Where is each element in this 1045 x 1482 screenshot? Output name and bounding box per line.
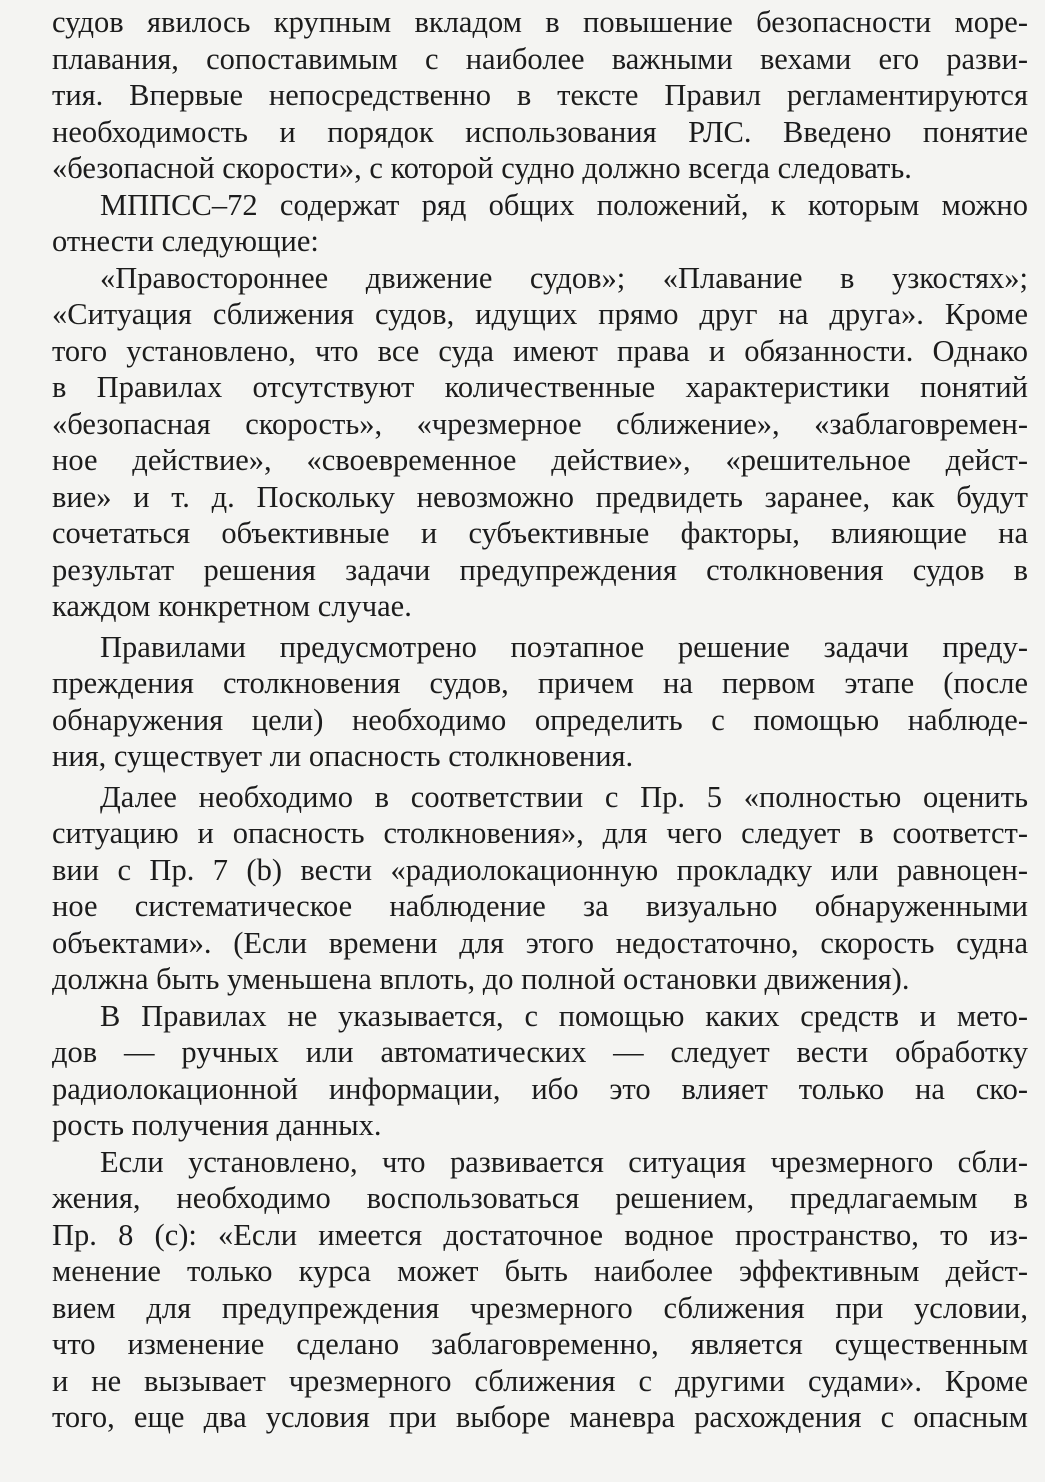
text-line: дов — ручных или автоматических — следует вести обработку	[52, 1035, 1028, 1069]
text-line: вие» и т. д. Поскольку невозможно предвидеть заранее, как будут	[52, 479, 1028, 514]
text-line: тия. Впервые непосредственно в тексте Правил регламентируются	[52, 78, 1028, 112]
text-line: вием для предупреждения чрезмерного сближения при условии,	[52, 1290, 1028, 1325]
text-line: должна быть уменьшена вплоть, до полной остановки движения).	[52, 962, 910, 996]
text-line: Пр. 8 (с): «Если имеется достаточное водное пространство, то из-	[52, 1217, 1028, 1252]
text-line: ное действие», «своевременное действие», «решительное дейст-	[52, 443, 1028, 477]
text-line: Если установлено, что развивается ситуация чрезмерного сбли-	[100, 1144, 1028, 1179]
text-line: и не вызывает чрезмерного сближения с другими судами». Кроме	[52, 1363, 1028, 1398]
text-line: жения, необходимо воспользоваться решением, предлагаемым в	[52, 1181, 1028, 1215]
text-line: Правилами предусмотрено поэтапное решение задачи преду-	[100, 629, 1028, 664]
document-page	[52, 4, 1028, 1436]
text-line: преждения столкновения судов, причем на первом этапе (после	[52, 666, 1028, 700]
text-line: ситуацию и опасность столкновения», для чего следует в соответст-	[52, 816, 1028, 850]
text-line: «безопасной скорости», с которой судно должно всегда следовать.	[52, 151, 912, 185]
text-line: каждом конкретном случае.	[52, 589, 412, 623]
text-line: сочетаться объективные и субъективные факторы, влияющие на	[52, 516, 1028, 550]
text-line: необходимость и порядок использования РЛС. Введено понятие	[52, 114, 1028, 149]
text-line: что изменение сделано заблаговременно, является существенным	[52, 1327, 1028, 1361]
text-line: «безопасная скорость», «чрезмерное сближение», «заблаговремен-	[52, 406, 1028, 441]
text-line: плавания, сопоставимым с наиболее важными вехами его разви-	[52, 41, 1028, 76]
text-line: радиолокационной информации, ибо это влияет только на ско-	[52, 1071, 1028, 1106]
text-line: судов явилось крупным вкладом в повышение безопасности море-	[52, 5, 1028, 39]
text-line: того установлено, что все суда имеют права и обязанности. Однако	[52, 333, 1028, 368]
text-line: Далее необходимо в соответствии с Пр. 5 «полностью оценить	[100, 779, 1028, 814]
text-line: менение только курса может быть наиболее эффективным дейст-	[52, 1254, 1028, 1288]
text-line: результат решения задачи предупреждения столкновения судов в	[52, 552, 1028, 587]
text-line: ное систематическое наблюдение за визуально обнаруженными	[52, 889, 1028, 923]
text-line: «Правостороннее движение судов»; «Плавание в узкостях»;	[100, 260, 1028, 295]
text-line: ния, существует ли опасность столкновения.	[52, 739, 634, 773]
text-line: вии с Пр. 7 (b) вести «радиолокационную прокладку или равноцен-	[52, 852, 1028, 887]
text-line: «Ситуация сближения судов, идущих прямо друг на друга». Кроме	[52, 297, 1028, 331]
text-line: В Правилах не указывается, с помощью каких средств и мето-	[100, 998, 1028, 1033]
text-line: объектами». (Если времени для этого недостаточно, скорость судна	[52, 925, 1028, 960]
text-line: рость получения данных.	[52, 1108, 382, 1142]
text-line: в Правилах отсутствуют количественные характеристики понятий	[52, 370, 1028, 404]
text-line: отнести следующие:	[52, 224, 319, 258]
text-line: обнаружения цели) необходимо определить с помощью наблюде-	[52, 702, 1028, 737]
text-line: того, еще два условия при выборе маневра расхождения с опасным	[52, 1400, 1028, 1434]
text-line: МППСС–72 содержат ряд общих положений, к которым можно	[100, 187, 1028, 222]
